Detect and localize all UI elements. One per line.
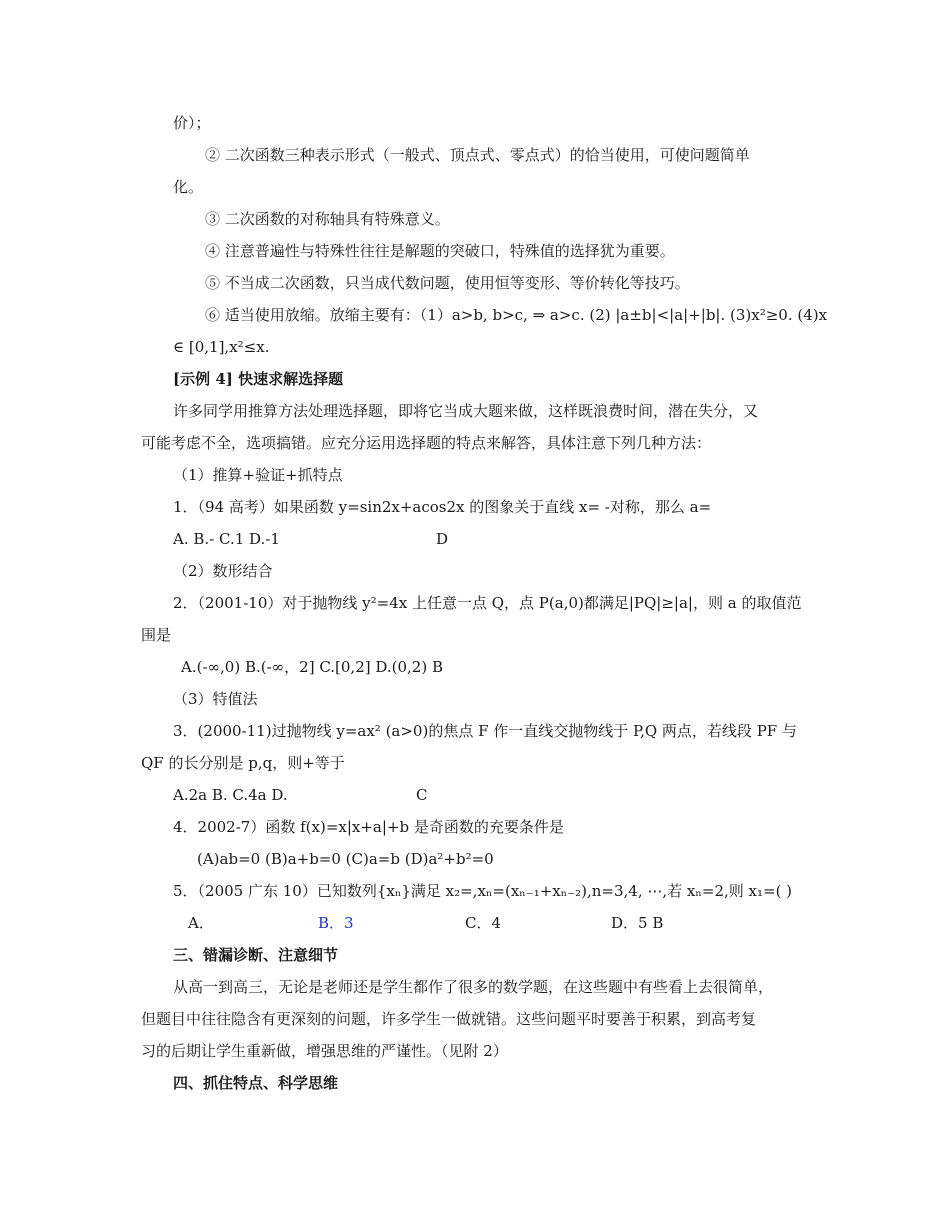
question-line: 2．（2001-10）对于抛物线 y²=4x 上任意一点 Q，点 P(a,0)都满足|PQ|≥|a|，则 a 的取值范	[173, 594, 802, 612]
option-a: A．	[188, 914, 214, 932]
method-heading: （1）推算+验证+抓特点	[173, 466, 343, 484]
answer-options: A. B.- C.1 D.-1	[173, 530, 280, 548]
answer-options: A.2a B. C.4a D.	[173, 786, 288, 804]
option-c: C．4	[465, 914, 502, 932]
text-line: 许多同学用推算方法处理选择题，即将它当成大题来做，这样既浪费时间，潜在失分，又	[173, 402, 759, 420]
text-line: 从高一到高三，无论是老师还是学生都作了很多的数学题，在这些题中有些看上去很简单，	[173, 978, 774, 996]
method-heading: （2）数形结合	[173, 562, 273, 580]
option-d: D．5 B	[611, 914, 664, 932]
question-line: 3．(2000-11)过抛物线 y=ax² (a>0)的焦点 F 作一直线交抛物线于 P,Q 两点，若线段 PF 与	[173, 722, 797, 740]
text-line: 价）；	[173, 114, 211, 132]
text-line: ∈ [0,1],x²≤x.	[173, 338, 270, 356]
question-line: 4．2002-7）函数 f(x)=x|x+a|+b 是奇函数的充要条件是	[173, 818, 564, 836]
text-line: ⑤ 不当成二次函数，只当成代数问题，使用恒等变形、等价转化等技巧。	[205, 274, 690, 292]
text-line: 习的后期让学生重新做，增强思维的严谨性。（见附 2）	[141, 1042, 508, 1060]
question-line: 5．（2005 广东 10）已知数列{xₙ}满足 x₂=,xₙ=(xₙ₋₁+xₙ₋₂),n=3,4, ⋯,若 xₙ=2,则 x₁=( )	[173, 882, 793, 900]
answer-key: D	[436, 530, 449, 548]
answer-options: A.(-∞,0) B.(-∞，2] C.[0,2] D.(0,2) B	[181, 658, 443, 676]
text-line: 可能考虑不全，选项搞错。应充分运用选择题的特点来解答，具体注意下列几种方法：	[141, 434, 712, 452]
method-heading: （3）特值法	[173, 690, 258, 708]
text-line: ⑥ 适当使用放缩。放缩主要有：（1）a>b, b>c, ⇒ a>c. (2) |a±b|<|a|+|b|. (3)x²≥0. (4)x	[205, 306, 828, 324]
text-line: QF 的长分别是 p,q，则+等于	[141, 754, 345, 772]
option-b: B．3	[318, 914, 354, 932]
example-heading: [示例 4] 快速求解选择题	[173, 370, 344, 388]
section-heading: 三、错漏诊断、注意细节	[173, 946, 339, 964]
text-line: 化。	[173, 178, 204, 196]
question-line: 1．（94 高考）如果函数 y=sin2x+acos2x 的图象关于直线 x= -对称，那么 a=	[173, 498, 712, 516]
text-line: ③ 二次函数的对称轴具有特殊意义。	[205, 210, 450, 228]
section-heading: 四、抓住特点、科学思维	[173, 1074, 339, 1092]
answer-options: (A)ab=0 (B)a+b=0 (C)a=b (D)a²+b²=0	[197, 850, 494, 868]
text-line: 围是	[141, 626, 172, 644]
answer-key: C	[416, 786, 428, 804]
text-line: ④ 注意普遍性与特殊性往往是解题的突破口，特殊值的选择犹为重要。	[205, 242, 675, 260]
text-line: 但题目中往往隐含有更深刻的问题，许多学生一做就错。这些问题平时要善于积累，到高考复	[141, 1010, 757, 1028]
text-line: ② 二次函数三种表示形式（一般式、顶点式、零点式）的恰当使用，可使问题简单	[205, 146, 750, 164]
